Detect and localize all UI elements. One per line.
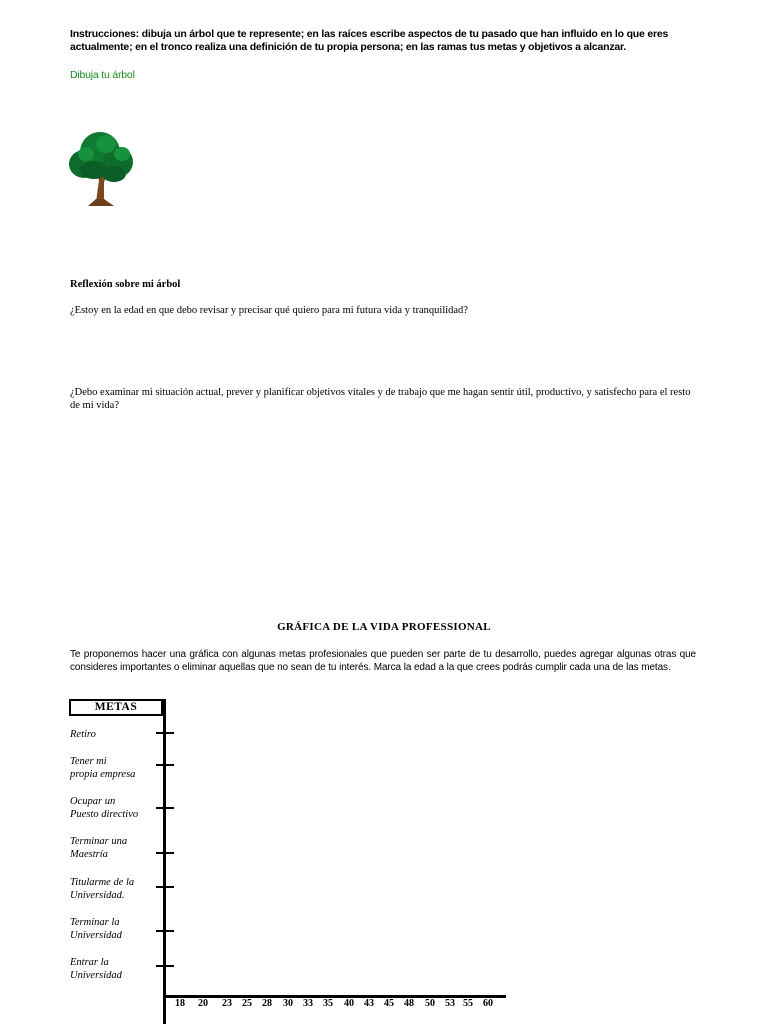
age-label: 33 bbox=[303, 998, 313, 1009]
goal-label: Universidad. bbox=[70, 890, 125, 901]
age-label: 23 bbox=[222, 998, 232, 1009]
goal-empresa bbox=[70, 755, 156, 781]
goal-entrar-universidad bbox=[70, 956, 156, 982]
instructions-text: Instrucciones: dibuja un árbol que te represente; en las raíces escribe aspectos de tu pasado que han influido en lo que eres actualmente; en el tronco realiza una definición de tu propia persona; en las ramas tus metas y objetivos a alcanzar. bbox=[70, 28, 669, 53]
goal-label: Universidad bbox=[70, 930, 122, 941]
goal-label: Tener mi bbox=[70, 756, 107, 767]
goal-label: Terminar la bbox=[70, 917, 120, 928]
goal-tick bbox=[156, 886, 174, 888]
age-label: 60 bbox=[483, 998, 493, 1009]
tree-icon bbox=[66, 122, 136, 208]
goal-label: propia empresa bbox=[70, 769, 136, 780]
goal-puesto-directivo bbox=[70, 795, 156, 821]
age-label: 35 bbox=[323, 998, 333, 1009]
age-label: 43 bbox=[364, 998, 374, 1009]
age-label: 45 bbox=[384, 998, 394, 1009]
metas-header: METAS bbox=[69, 699, 163, 716]
reflection-title: Reflexión sobre mi árbol bbox=[70, 279, 181, 290]
goal-axis bbox=[163, 699, 166, 1024]
age-label: 48 bbox=[404, 998, 414, 1009]
goal-tick bbox=[156, 930, 174, 932]
goal-label: Titularme de la bbox=[70, 877, 135, 888]
age-label: 25 bbox=[242, 998, 252, 1009]
goal-label: Retiro bbox=[70, 729, 96, 740]
age-label: 30 bbox=[283, 998, 293, 1009]
goal-tick bbox=[156, 965, 174, 967]
age-label: 53 bbox=[445, 998, 455, 1009]
goal-terminar-universidad bbox=[70, 916, 156, 942]
age-label: 40 bbox=[344, 998, 354, 1009]
grafica-description: Te proponemos hacer una gráfica con algunas metas profesionales que pueden ser parte de tu desarrollo, puedes agregar algunas otras que consideres importantes o eliminar aquellas que no sean de tu interés. Marca la edad a la que crees podrás cumplir cada una de las metas. bbox=[70, 649, 696, 673]
draw-tree-label: Dibuja tu árbol bbox=[70, 69, 135, 81]
goal-label: Entrar la bbox=[70, 957, 109, 968]
age-label: 18 bbox=[175, 998, 185, 1009]
goal-tick bbox=[156, 732, 174, 734]
goal-tick bbox=[156, 807, 174, 809]
age-label: 55 bbox=[463, 998, 473, 1009]
goal-retiro bbox=[70, 728, 156, 741]
reflection-question-2: ¿Debo examinar mi situación actual, prever y planificar objetivos vitales y de trabajo que me hagan sentir útil, productivo, y satisfecho para el resto de mi vida? bbox=[70, 387, 691, 411]
goal-label: Puesto directivo bbox=[70, 809, 139, 820]
grafica-title: GRÁFICA DE LA VIDA PROFESSIONAL bbox=[277, 621, 491, 633]
age-label: 50 bbox=[425, 998, 435, 1009]
age-label: 28 bbox=[262, 998, 272, 1009]
goal-label: Maestría bbox=[70, 849, 108, 860]
age-label: 20 bbox=[198, 998, 208, 1009]
goal-maestria bbox=[70, 835, 156, 861]
goal-titularme bbox=[70, 876, 156, 902]
goal-label: Ocupar un bbox=[70, 796, 116, 807]
goal-tick bbox=[156, 764, 174, 766]
reflection-question-1: ¿Estoy en la edad en que debo revisar y precisar qué quiero para mi futura vida y tranquilidad? bbox=[70, 305, 468, 316]
goal-label: Universidad bbox=[70, 970, 122, 981]
goal-tick bbox=[156, 852, 174, 854]
goal-label: Terminar una bbox=[70, 836, 128, 847]
